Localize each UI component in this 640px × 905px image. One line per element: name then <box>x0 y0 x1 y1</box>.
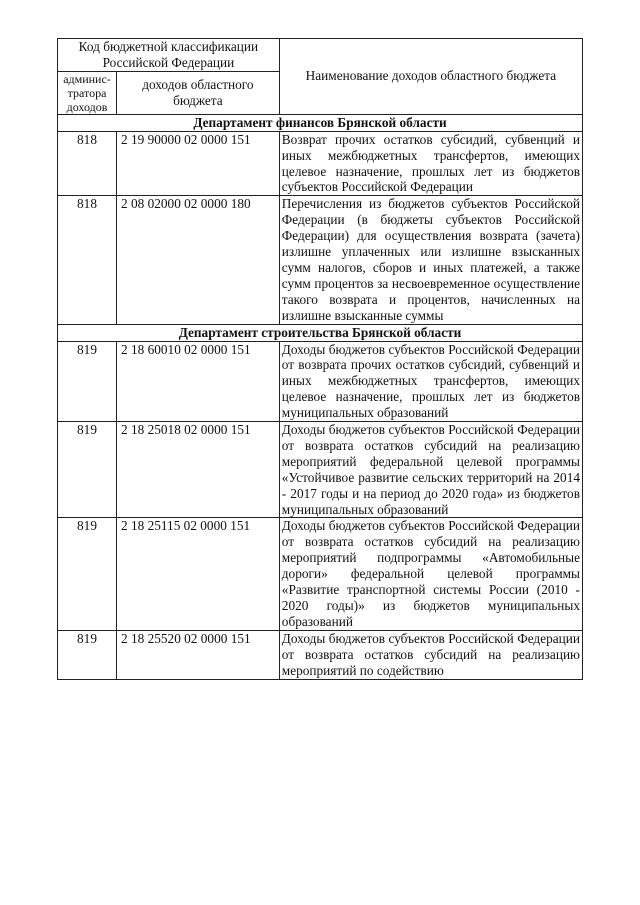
admin-code-cell: 819 <box>58 630 117 679</box>
income-name-cell: Доходы бюджетов субъектов Российской Федерации от возврата прочих остатков субсидий, субвенций и иных межбюджетных трансфертов, имеющих целевое назначение, прошлых лет из бюджетов муниципальных образований <box>279 341 582 422</box>
income-code-cell: 2 08 02000 02 0000 180 <box>117 196 280 324</box>
table-row <box>58 131 583 196</box>
income-code-cell: 2 18 60010 02 0000 151 <box>117 341 280 422</box>
admin-code-cell: 818 <box>58 131 117 196</box>
table-row <box>58 518 583 630</box>
admin-code-cell: 819 <box>58 422 117 518</box>
table-row <box>58 422 583 518</box>
admin-code-cell: 819 <box>58 518 117 630</box>
income-name-cell: Возврат прочих остатков субсидий, субвенций и иных межбюджетных трансфертов, имеющих целевое назначение, прошлых лет из бюджетов субъектов Российской Федерации <box>279 131 582 196</box>
budget-classification-table <box>57 38 583 680</box>
income-name-cell: Доходы бюджетов субъектов Российской Федерации от возврата остатков субсидий на реализацию мероприятий федеральной целевой программы «Устойчивое развитие сельских территорий на 2014 - 2017 годы и на период до 2020 года» из бюджетов муниципальных образований <box>279 422 582 518</box>
header-group-title: Код бюджетной классификации Российской Федерации <box>58 39 280 72</box>
table-row <box>58 341 583 422</box>
income-code-cell: 2 18 25115 02 0000 151 <box>117 518 280 630</box>
department-title: Департамент строительства Брянской области <box>58 324 583 341</box>
income-code-cell: 2 19 90000 02 0000 151 <box>117 131 280 196</box>
income-name-cell: Перечисления из бюджетов субъектов Российской Федерации (в бюджеты субъектов Российской Федерации) для осуществления возврата (зачета) излишне уплаченных или излишне взысканных сумм налогов, сборов и иных платежей, а также сумм процентов за несвоевременное осуществление такого возврата и процентов, начисленных на излишне взысканные суммы <box>279 196 582 324</box>
income-name-cell: Доходы бюджетов субъектов Российской Федерации от возврата остатков субсидий на реализацию мероприятий по содействию <box>279 630 582 679</box>
header-row-1 <box>58 39 583 72</box>
income-name-cell: Доходы бюджетов субъектов Российской Федерации от возврата остатков субсидий на реализацию мероприятий подпрограммы «Автомобильные дороги» федеральной целевой программы «Развитие транспортной системы России (2010 - 2020 годы)» из бюджетов муниципальных образований <box>279 518 582 630</box>
department-title: Департамент финансов Брянской области <box>58 114 583 131</box>
admin-code-cell: 818 <box>58 196 117 324</box>
income-code-cell: 2 18 25520 02 0000 151 <box>117 630 280 679</box>
table-row <box>58 196 583 324</box>
department-row <box>58 324 583 341</box>
income-code-cell: 2 18 25018 02 0000 151 <box>117 422 280 518</box>
header-admin-column: админис-тратора доходов <box>58 71 117 114</box>
table-row <box>58 630 583 679</box>
header-income-column: доходов областного бюджета <box>117 71 280 114</box>
department-row <box>58 114 583 131</box>
header-name-column: Наименование доходов областного бюджета <box>279 39 582 115</box>
admin-code-cell: 819 <box>58 341 117 422</box>
